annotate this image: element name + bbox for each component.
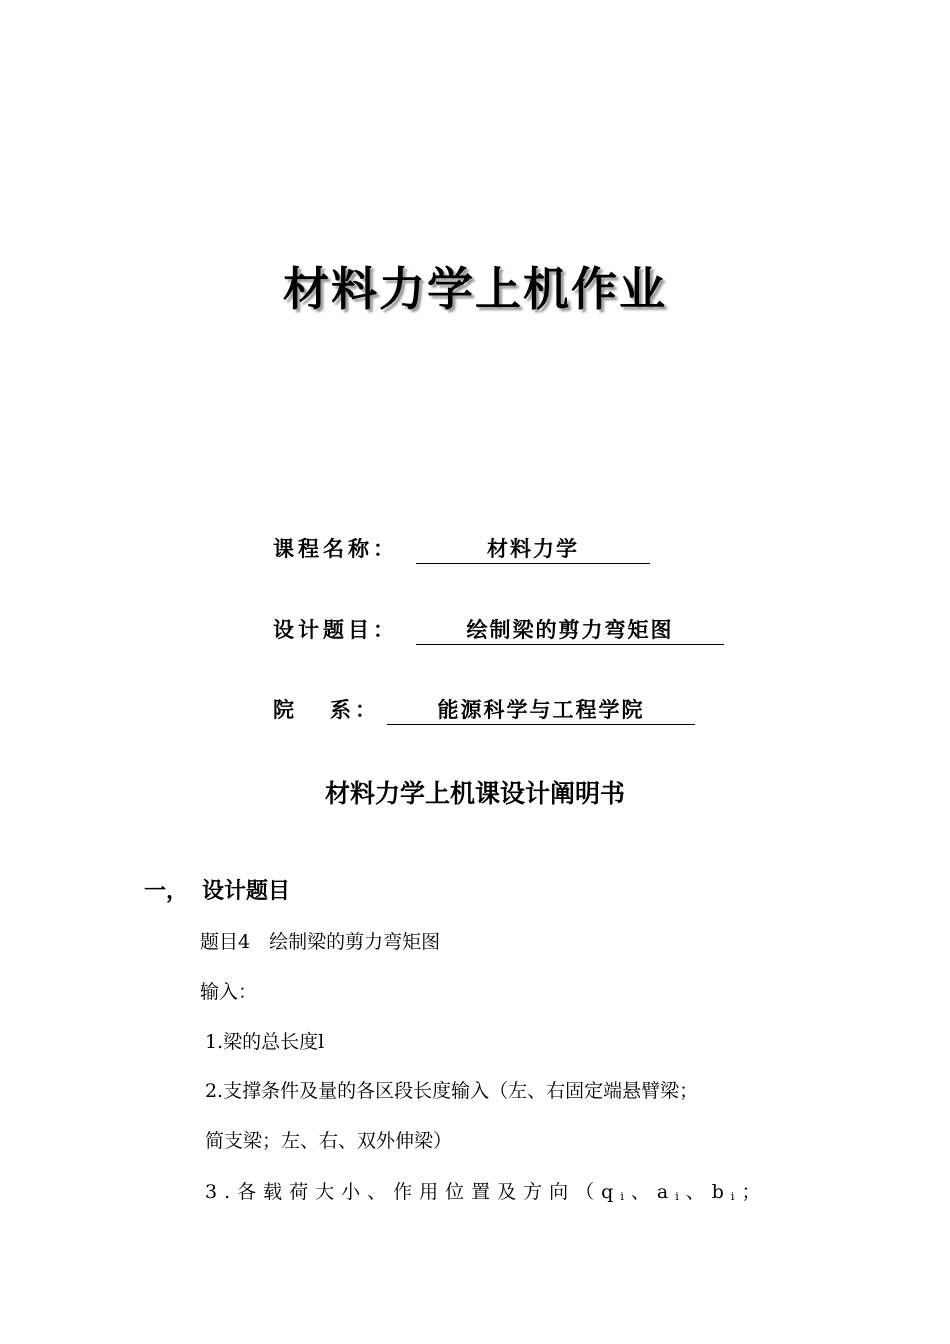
variable-q: q [601, 1181, 621, 1203]
department-value: 能源科学与工程学院 [387, 694, 695, 725]
info-row-course [273, 533, 579, 563]
section-number: 一， [144, 879, 189, 904]
design-topic-value: 绘制梁的剪力弯矩图 [416, 614, 724, 645]
list-item [205, 1177, 767, 1204]
list-item: 2.支撑条件及量的各区段长度输入（左、右固定端悬臂梁； [205, 1080, 699, 1102]
list-separator: 、 [630, 1181, 657, 1203]
document-heading: 材料力学上机课设计阐明书 [324, 779, 625, 808]
list-item-suffix: ； [741, 1181, 768, 1203]
info-row-department [273, 694, 645, 724]
department-label [273, 694, 380, 724]
subscript-i: i [730, 1190, 742, 1203]
course-name-value: 材料力学 [416, 533, 650, 564]
department-label-char1: 院 [273, 698, 298, 722]
section-heading [144, 874, 290, 905]
subscript-i: i [675, 1190, 686, 1203]
design-topic-label: 设计题目： [273, 618, 398, 642]
variable-a: a [656, 1181, 676, 1203]
cover-title: 材料力学上机作业 [283, 262, 667, 316]
input-label: 输入： [200, 981, 258, 1003]
list-separator: 、 [685, 1181, 712, 1203]
list-item: 1.梁的总长度l [205, 1031, 325, 1053]
info-row-topic [273, 614, 674, 644]
topic-line: 题目4 绘制梁的剪力弯矩图 [200, 931, 441, 953]
course-name-label: 课程名称： [273, 537, 398, 561]
variable-b: b [711, 1181, 731, 1203]
subscript-i: i [620, 1190, 631, 1203]
list-item: 简支梁；左、右、双外伸梁） [205, 1130, 453, 1152]
department-label-char2: 系： [330, 698, 380, 722]
list-item-prefix: 3.各载荷大小、作用位置及方向（ [205, 1181, 602, 1203]
section-title: 设计题目 [202, 879, 291, 904]
